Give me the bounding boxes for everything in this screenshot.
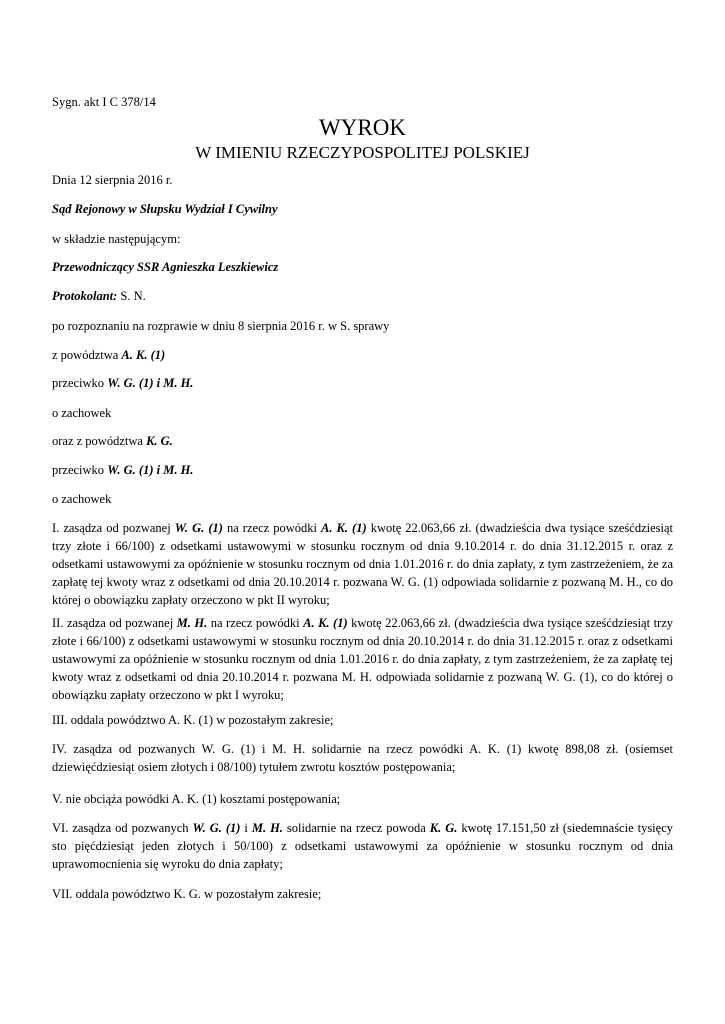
composition-intro: w składzie następującym: (52, 232, 181, 246)
recorder-name: S. N. (117, 289, 146, 303)
ruling-point-4: IV. zasądza od pozwanych W. G. (1) i M. H. solidarnie na rzecz powódki A. K. (1) kwotę 898,08 zł. (osiemset dziewięćdziesiąt osiem złotych i 08/100) tytułem zwrotu kosztów postępowania; (52, 742, 673, 774)
ruling-point-5: V. nie obciąża powódki A. K. (1) kosztami postępowania; (52, 792, 341, 806)
hearing-line: po rozpoznaniu na rozprawie w dniu 8 sierpnia 2016 r. w S. sprawy (52, 319, 390, 333)
ruling-point-6 (52, 819, 673, 873)
claim2-defendants-line (52, 462, 193, 478)
claim1-defendants: W. G. (1) i M. H. (107, 376, 194, 390)
ruling-point-2 (52, 614, 673, 704)
p6-text-g: kwotę 17.151,50 zł (siedemnaście tysięcy sto pięćdziesiąt jeden złotych i 50/100) z odsetkami ustawowymi za opóźnienie w stosunku rocznym od dnia uprawomocnienia się wyroku do dnia zapłaty; (52, 821, 674, 871)
p1-defendant: W. G. (1) (174, 521, 223, 535)
p6-text-e: solidarnie na rzecz powoda (282, 821, 430, 835)
p6-defendant-1: W. G. (1) (192, 821, 241, 835)
court-name: Sąd Rejonowy w Słupsku Wydział I Cywilny (52, 202, 278, 216)
p1-text-c: na rzecz powódki (222, 521, 322, 535)
document-subtitle: W IMIENIU RZECZYPOSPOLITEJ POLSKIEJ (195, 143, 530, 162)
claim1-defendants-line (52, 375, 193, 391)
ruling-point-1 (52, 519, 673, 609)
claim1-plaintiff: A. K. (1) (121, 348, 166, 362)
p2-text-e: kwotę 22.063,66 zł. (dwadzieścia dwa tysiące sześćdziesiąt trzy złote i 66/100) z odsetkami ustawowymi w stosunku rocznym od dnia 20.10.2014 r. do dnia 31.12.2015 r. oraz z odsetkami ustawowymi za opóźnienie w stosunku rocznym od dnia 1.01.2016 r. do dnia zapłaty, z tym zastrzeżeniem, że za zapłatę tej kwoty wraz z odsetkami od dnia 20.10.2014 r. pozwana M. H. odpowiada solidarnie z pozwaną W. G. (1), co do której o obowiązku zapłaty orzeczono w pkt I wyroku; (52, 616, 674, 702)
recorder-line (52, 288, 146, 304)
presiding-judge: Przewodniczący SSR Agnieszka Leszkiewicz (52, 260, 279, 274)
claim1-plaintiff-line (52, 347, 165, 363)
claim1-subject: o zachowek (52, 406, 112, 420)
ruling-point-7: VII. oddala powództwo K. G. w pozostałym zakresie; (52, 887, 322, 901)
case-reference: Sygn. akt I C 378/14 (52, 95, 156, 109)
claim2-plaintiff: K. G. (146, 434, 173, 448)
p6-text-a: VI. zasądza od pozwanych (52, 821, 193, 835)
claim1-against-prefix: przeciwko (52, 376, 108, 390)
claim2-plaintiff-line (52, 433, 173, 449)
document-title: WYROK (319, 115, 406, 140)
p1-plaintiff: A. K. (1) (321, 521, 367, 535)
recorder-label: Protokolant: (52, 289, 118, 303)
claim2-against-prefix: przeciwko (52, 463, 108, 477)
claim2-defendants: W. G. (1) i M. H. (107, 463, 194, 477)
p2-text-c: na rzecz powódki (207, 616, 304, 630)
p6-text-c: i (240, 821, 252, 835)
p6-plaintiff: K. G. (429, 821, 458, 835)
p6-defendant-2: M. H. (251, 821, 283, 835)
judgment-date: Dnia 12 sierpnia 2016 r. (52, 173, 173, 187)
claim2-plaintiff-prefix: oraz z powództwa (52, 434, 147, 448)
claim2-subject: o zachowek (52, 492, 112, 506)
p2-text-a: II. zasądza od pozwanej (52, 616, 177, 630)
claim1-plaintiff-prefix: z powództwa (52, 348, 122, 362)
p2-plaintiff: A. K. (1) (303, 616, 348, 630)
ruling-point-3: III. oddala powództwo A. K. (1) w pozostałym zakresie; (52, 713, 334, 727)
p2-defendant: M. H. (176, 616, 208, 630)
p1-text-e: kwotę 22.063,66 zł. (dwadzieścia dwa tysiące sześćdziesiąt trzy złote i 66/100) z odsetkami ustawowymi w stosunku rocznym od dnia 9.10.2014 r. do dnia 31.12.2015 r. oraz z odsetkami ustawowymi za opóźnienie w stosunku rocznym od dnia 1.01.2016 r. do dnia zapłaty, z tym zastrzeżeniem, że za zapłatę tej kwoty wraz z odsetkami od dnia 20.10.2014 r. pozwana W. G. (1) odpowiada solidarnie z pozwaną M. H., co do której o obowiązku zapłaty orzeczono w pkt II wyroku; (52, 521, 674, 607)
p1-text-a: I. zasądza od pozwanej (52, 521, 175, 535)
